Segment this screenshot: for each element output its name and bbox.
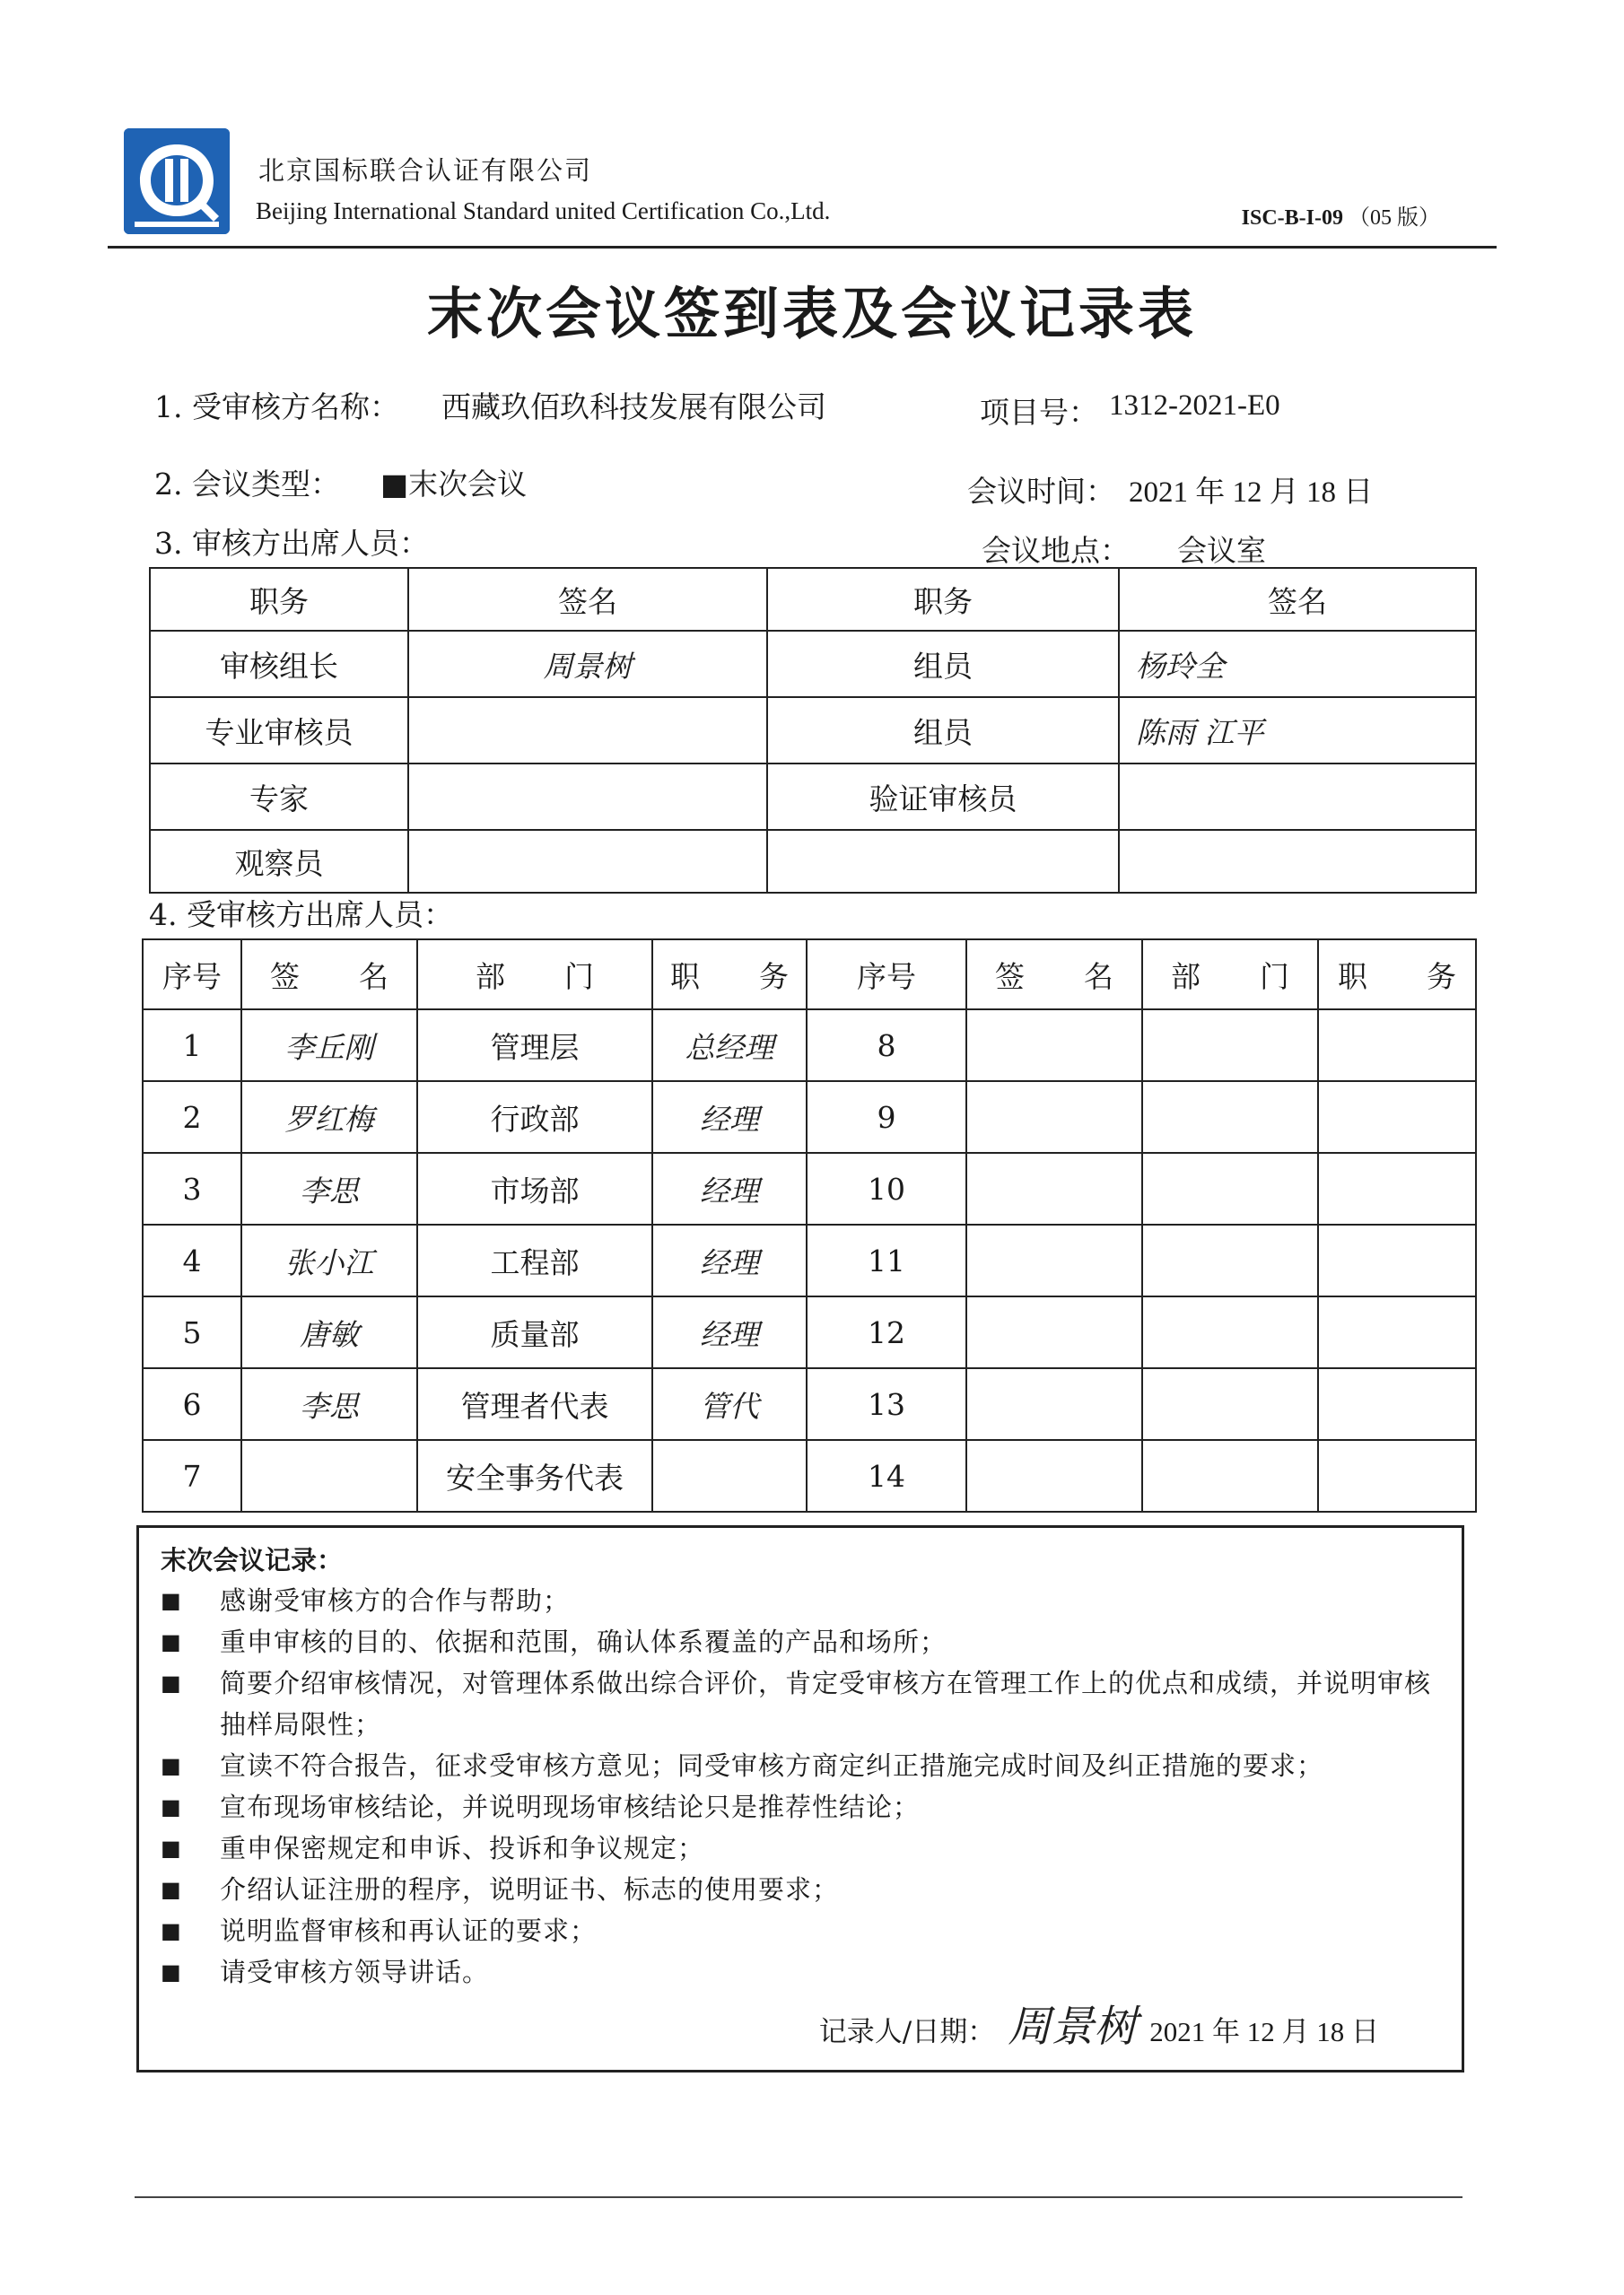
bullet-square-icon: ■ (161, 1836, 182, 1861)
meeting-record-title: 末次会议记录： (161, 1545, 344, 1575)
number-cell: 4 (143, 1225, 241, 1296)
meeting-place-value: 会议室 (1177, 533, 1266, 568)
position-cell (652, 1440, 807, 1512)
list-item (155, 1745, 1447, 1786)
page-title: 末次会议签到表及会议记录表 (426, 281, 1197, 346)
table-row (150, 631, 1476, 697)
table-row (143, 1081, 1476, 1153)
position-cell: 总经理 (652, 1009, 807, 1081)
department-cell: 工程部 (417, 1225, 652, 1296)
number-cell: 12 (807, 1296, 966, 1368)
position-cell: 经理 (652, 1296, 807, 1368)
list-item-text: 感谢受审核方的合作与帮助； (220, 1585, 571, 1616)
signature-cell (408, 764, 767, 830)
document-version: （05 版） (1349, 206, 1440, 230)
role-cell: 审核组长 (150, 631, 408, 697)
role-cell: 专业审核员 (150, 697, 408, 764)
position-cell (1318, 1440, 1476, 1512)
number-cell: 7 (143, 1440, 241, 1512)
auditor-attendees-label: 3. 审核方出席人员： (154, 526, 429, 561)
position-cell (1318, 1368, 1476, 1440)
header-signature: 签名 (1119, 568, 1476, 631)
department-cell (1142, 1081, 1318, 1153)
signature-cell (966, 1153, 1142, 1225)
header-signature: 签 名 (241, 939, 417, 1009)
list-item (155, 1621, 1447, 1662)
bullet-square-icon: ■ (161, 1877, 182, 1902)
auditee-attendance-table (142, 938, 1477, 1513)
project-value: 1312-2021-E0 (1109, 389, 1280, 422)
header-number: 序号 (143, 939, 241, 1009)
department-cell (1142, 1368, 1318, 1440)
number-cell: 2 (143, 1081, 241, 1153)
company-name-cn: 北京国标联合认证有限公司 (258, 155, 593, 186)
company-name-en: Beijing International Standard united Certification Co.,Ltd. (256, 197, 831, 224)
logo-emblem-icon (124, 128, 230, 234)
role-cell: 观察员 (150, 830, 408, 893)
recorder-date: 2021 年 12 月 18 日 (1149, 2016, 1379, 2047)
department-cell: 管理者代表 (417, 1368, 652, 1440)
recorder-signature: 周景树 (1008, 2002, 1138, 2052)
list-item (155, 1869, 1447, 1910)
table-row (150, 764, 1476, 830)
bullet-square-icon: ■ (161, 1959, 182, 1985)
signature-cell (1119, 830, 1476, 893)
department-cell (1142, 1440, 1318, 1512)
header-role: 职务 (767, 568, 1119, 631)
bullet-square-icon: ■ (161, 1588, 182, 1613)
department-cell: 质量部 (417, 1296, 652, 1368)
role-cell (767, 830, 1119, 893)
department-cell: 行政部 (417, 1081, 652, 1153)
auditee-attendees-label: 4. 受审核方出席人员： (149, 897, 453, 932)
table-row (143, 1225, 1476, 1296)
signature-cell: 李丘刚 (241, 1009, 417, 1081)
header-number: 序号 (807, 939, 966, 1009)
project-label: 项目号： (980, 395, 1098, 430)
position-cell (1318, 1009, 1476, 1081)
signature-cell (408, 830, 767, 893)
auditee-value: 西藏玖佰玖科技发展有限公司 (441, 389, 826, 424)
department-cell (1142, 1009, 1318, 1081)
footer-divider (135, 2196, 1462, 2198)
signature-cell (966, 1081, 1142, 1153)
role-cell: 组员 (767, 697, 1119, 764)
document-code-id: ISC-B-I-09 (1241, 206, 1343, 230)
recorder-line (819, 1992, 1379, 2054)
position-cell: 经理 (652, 1081, 807, 1153)
number-cell: 1 (143, 1009, 241, 1081)
list-item-text: 简要介绍审核情况，对管理体系做出综合评价，肯定受审核方在管理工作上的优点和成绩，并说明审核抽样局限性； (220, 1668, 1432, 1740)
list-item-text: 重申审核的目的、依据和范围，确认体系覆盖的产品和场所； (220, 1627, 947, 1657)
bullet-square-icon: ■ (161, 1918, 182, 1943)
table-row (143, 1296, 1476, 1368)
table-row (150, 830, 1476, 893)
signature-cell (966, 1009, 1142, 1081)
table-row (150, 697, 1476, 764)
position-cell: 管代 (652, 1368, 807, 1440)
meeting-time-value: 2021 年 12 月 18 日 (1129, 476, 1374, 509)
number-cell: 14 (807, 1440, 966, 1512)
department-cell (1142, 1225, 1318, 1296)
signature-cell: 李思 (241, 1153, 417, 1225)
list-item-text: 重申保密规定和申诉、投诉和争议规定； (220, 1833, 705, 1863)
list-item-text: 介绍认证注册的程序，说明证书、标志的使用要求； (220, 1874, 840, 1905)
table-row (143, 1153, 1476, 1225)
header-signature: 签名 (408, 568, 767, 631)
list-item (155, 1662, 1447, 1745)
signature-cell (966, 1440, 1142, 1512)
position-cell: 经理 (652, 1153, 807, 1225)
number-cell: 10 (807, 1153, 966, 1225)
header-role: 职务 (150, 568, 408, 631)
recorder-label: 记录人/日期： (818, 2016, 996, 2048)
company-logo (124, 128, 230, 234)
meeting-record-box (136, 1525, 1464, 2072)
auditee-table-header (143, 939, 1476, 1009)
meeting-place-label: 会议地点： (982, 533, 1130, 568)
position-cell (1318, 1225, 1476, 1296)
signature-cell (966, 1296, 1142, 1368)
bullet-square-icon: ■ (161, 1671, 182, 1696)
list-item-text: 说明监督审核和再认证的要求； (220, 1915, 598, 1946)
list-item-text: 请受审核方领导讲话。 (220, 1957, 490, 1987)
header-department: 部 门 (417, 939, 652, 1009)
list-item-text: 宣读不符合报告，征求受审核方意见；同受审核方商定纠正措施完成时间及纠正措施的要求； (220, 1750, 1324, 1781)
meeting-type-value: ■末次会议 (380, 467, 528, 502)
signature-cell (1119, 764, 1476, 830)
number-cell: 9 (807, 1081, 966, 1153)
list-item (155, 1951, 1447, 1993)
list-item (155, 1786, 1447, 1828)
signature-cell: 张小江 (241, 1225, 417, 1296)
signature-cell: 罗红梅 (241, 1081, 417, 1153)
bullet-square-icon: ■ (161, 1794, 182, 1819)
signature-cell (966, 1225, 1142, 1296)
bullet-square-icon: ■ (161, 1753, 182, 1778)
department-cell: 管理层 (417, 1009, 652, 1081)
position-cell (1318, 1296, 1476, 1368)
list-item (155, 1580, 1447, 1621)
number-cell: 3 (143, 1153, 241, 1225)
list-item (155, 1910, 1447, 1951)
table-row (143, 1009, 1476, 1081)
number-cell: 6 (143, 1368, 241, 1440)
department-cell (1142, 1296, 1318, 1368)
number-cell: 11 (807, 1225, 966, 1296)
signature-cell: 唐敏 (241, 1296, 417, 1368)
header-position: 职 务 (1318, 939, 1476, 1009)
bullet-square-icon: ■ (161, 1629, 182, 1654)
signature-cell: 李思 (241, 1368, 417, 1440)
role-cell: 专家 (150, 764, 408, 830)
header-divider (108, 246, 1497, 249)
auditor-attendance-table (149, 567, 1477, 894)
meeting-type-label: 2. 会议类型： (154, 467, 340, 502)
signature-cell (408, 697, 767, 764)
signature-cell: 杨玲全 (1119, 631, 1476, 697)
signature-cell (966, 1368, 1142, 1440)
department-cell: 市场部 (417, 1153, 652, 1225)
signature-cell: 周景树 (408, 631, 767, 697)
header-position: 职 务 (652, 939, 807, 1009)
table-row (143, 1440, 1476, 1512)
number-cell: 8 (807, 1009, 966, 1081)
auditor-table-header (150, 568, 1476, 631)
header-signature: 签 名 (966, 939, 1142, 1009)
position-cell (1318, 1153, 1476, 1225)
auditee-label: 1. 受审核方名称： (154, 389, 399, 424)
list-item-text: 宣布现场审核结论，并说明现场审核结论只是推荐性结论； (220, 1792, 921, 1822)
position-cell: 经理 (652, 1225, 807, 1296)
table-row (143, 1368, 1476, 1440)
position-cell (1318, 1081, 1476, 1153)
signature-cell (241, 1440, 417, 1512)
meeting-record-list (155, 1580, 1447, 1993)
role-cell: 组员 (767, 631, 1119, 697)
header-department: 部 门 (1142, 939, 1318, 1009)
role-cell: 验证审核员 (767, 764, 1119, 830)
meeting-time-label: 会议时间： (967, 474, 1115, 509)
list-item (155, 1828, 1447, 1869)
document-code (1242, 199, 1440, 231)
number-cell: 13 (807, 1368, 966, 1440)
department-cell: 安全事务代表 (417, 1440, 652, 1512)
department-cell (1142, 1153, 1318, 1225)
number-cell: 5 (143, 1296, 241, 1368)
signature-cell: 陈雨 江平 (1119, 697, 1476, 764)
